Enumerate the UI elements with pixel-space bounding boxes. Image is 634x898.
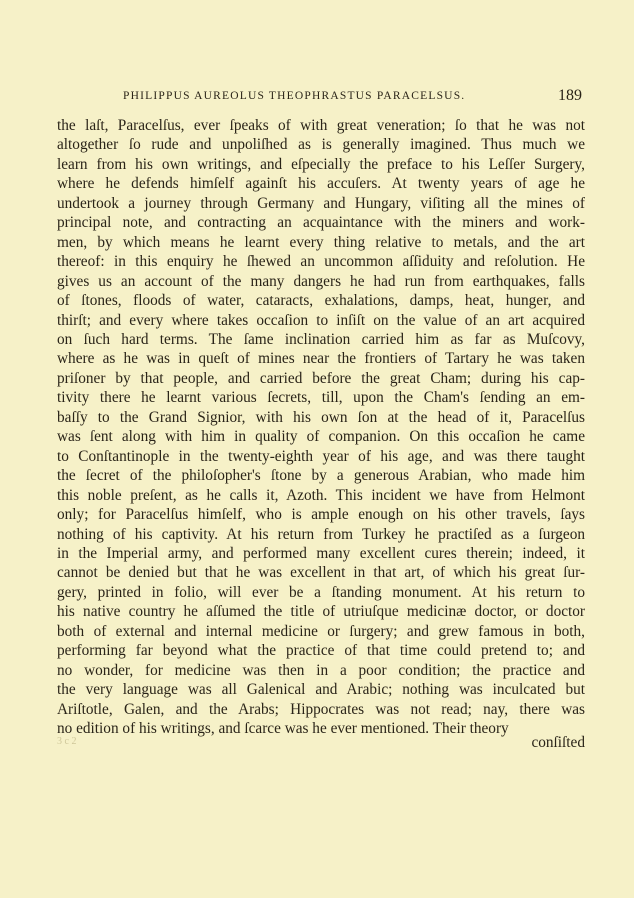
signature-mark: 3 c 2	[57, 736, 77, 747]
text-line: Ariſtotle, Galen, and the Arabs; Hippocrates was not read; nay, there was	[57, 700, 585, 718]
text-line: his native country he aſſumed the title of utriuſque medicinæ doctor, or doctor	[57, 603, 585, 621]
text-line: in the Imperial army, and performed many excellent cures therein; indeed, it	[57, 544, 585, 562]
text-line: to Conſtantinople in the twenty-eighth year of his age, and was there taught	[57, 447, 585, 465]
text-line: tivity there he learnt various ſecrets, till, upon the Cham's ſending an em-	[57, 389, 585, 407]
text-line: principal note, and contracting an acquaintance with the miners and work-	[57, 214, 585, 232]
body-text	[57, 116, 585, 739]
text-line: cannot be denied but that he was excellent in that art, of which his great ſur-	[57, 564, 585, 582]
text-line: this noble preſent, as he calls it, Azoth. This incident we have from Helmont	[57, 486, 585, 504]
text-line: thirſt; and every where takes occaſion to inſiſt on the value of an art acquired	[57, 311, 585, 329]
page-number: 189	[558, 87, 582, 104]
page-footer	[57, 734, 585, 754]
text-line: both of external and internal medicine or ſurgery; and grew famous in both,	[57, 622, 585, 640]
text-line: the ſecret of the philoſopher's ſtone by a generous Arabian, who made him	[57, 467, 585, 485]
text-line: where as he was in queſt of mines near the frontiers of Tartary he was taken	[57, 350, 585, 368]
text-line: altogether ſo rude and unpoliſhed as is generally imagined. Thus much we	[57, 136, 585, 154]
text-line: learn from his own writings, and eſpecially the preface to his Leſſer Surgery,	[57, 155, 585, 173]
running-title: PHILIPPUS AUREOLUS THEOPHRASTUS PARACELSUS.	[123, 90, 466, 102]
text-line: men, by which means he learnt every thing relative to metals, and the art	[57, 233, 585, 251]
text-line: nothing of his captivity. At his return from Turkey he practiſed as a ſurgeon	[57, 525, 585, 543]
text-line: no edition of his writings, and ſcarce was he ever mentioned. Their theory	[57, 720, 509, 738]
text-line: thereof: in this enquiry he ſhewed an uncommon aſſiduity and reſolution. He	[57, 253, 585, 271]
text-line: gives us an account of the many dangers he had run from earthquakes, falls	[57, 272, 585, 290]
text-line: the very language was all Galenical and Arabic; nothing was inculcated but	[57, 681, 585, 699]
text-line: baſſy to the Grand Signior, with his own ſon at the head of it, Paracelſus	[57, 408, 585, 426]
page-header	[55, 87, 582, 106]
text-line: performing far beyond what the practice of that time could pretend to; and	[57, 642, 585, 660]
text-line: only; for Paracelſus himſelf, who is ample enough on his other travels, ſays	[57, 506, 585, 524]
catchword: conſiſted	[531, 734, 585, 751]
text-line: on ſuch hard terms. The ſame inclination carried him as far as Muſcovy,	[57, 330, 585, 348]
text-line: no wonder, for medicine was then in a poor condition; the practice and	[57, 661, 585, 679]
text-line: of ſtones, floods of water, cataracts, exhalations, damps, heat, hunger, and	[57, 292, 585, 310]
text-line: was ſent along with him in quality of companion. On this occaſion he came	[57, 428, 585, 446]
text-line: the laſt, Paracelſus, ever ſpeaks of with great veneration; ſo that he was not	[57, 117, 585, 134]
text-line: where he defends himſelf againſt his accuſers. At twenty years of age he	[57, 175, 585, 193]
text-line: priſoner by that people, and carried before the great Cham; during his cap-	[57, 369, 585, 387]
text-line: gery, printed in folio, will ever be a ſtanding monument. At his return to	[57, 583, 585, 601]
text-line: undertook a journey through Germany and Hungary, viſiting all the mines of	[57, 194, 585, 212]
